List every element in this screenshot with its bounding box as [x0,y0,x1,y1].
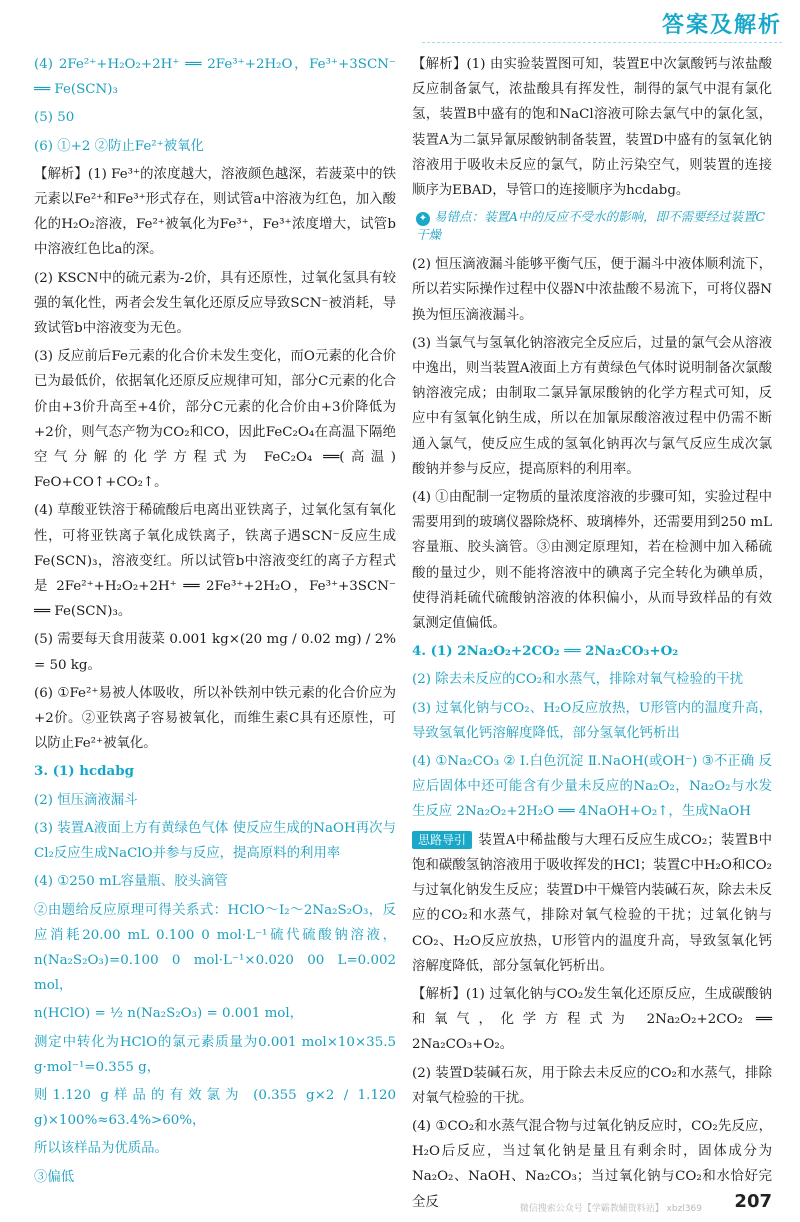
answer-line: (3) 过氧化钠与CO₂、H₂O反应放热，U形管内的温度升高，导致氢氧化钙溶解度降低，部分氢氧化钙析出 [412,700,772,741]
analysis-paragraph: (4) ①由配制一定物质的量浓度溶液的步骤可知，实验过程中需要用到的玻璃仪器除烧杯、玻璃棒外，还需要用到250 mL容量瓶、胶头滴管。③由测定原理知，若在检测中加入稀硫酸的量过少，则不能将溶液中的碘离子完全转化为碘单质，使得消耗硫代硫酸钠溶液的体积偏小，从而导致样品的有效氯测定值偏低。 [412,490,772,632]
answer-line: (2) 恒压滴液漏斗 [34,792,138,808]
answer-line: (4) 2Fe²⁺+H₂O₂+2H⁺ ══ 2Fe³⁺+2H₂O，Fe³⁺+3SCN⁻ ══ Fe(SCN)₃ [34,57,396,98]
analysis-paragraph: (2) KSCN中的硫元素为-2价，具有还原性，过氧化氢具有较强的氧化性，两者会发生氧化还原反应导致SCN⁻被消耗，导致试管b中溶液变为无色。 [34,270,396,337]
analysis-paragraph: (4) 草酸亚铁溶于稀硫酸后电离出亚铁离子，过氧化氢有氧化性，可将亚铁离子氧化成铁离子，铁离子遇SCN⁻反应生成Fe(SCN)₃，溶液变红。所以试管b中溶液变红的离子方程式是 2Fe²⁺+H₂O₂+2H⁺ ══ 2Fe³⁺+2H₂O，Fe³⁺+3SCN⁻ ══ Fe(SCN)₃。 [34,503,396,620]
header-rule [422,42,782,43]
watermark: 微信搜索公众号【学霸教辅资料站】 xbzl369 [519,1204,702,1214]
answer-line: ②由题给反应原理可得关系式：HClO～I₂～2Na₂S₂O₃，反应消耗20.00 mL 0.100 0 mol·L⁻¹硫代硫酸钠溶液，n(Na₂S₂O₃)=0.100 0 mol·L⁻¹×0.020 00 L=0.002 mol， [34,902,396,994]
lightbulb-icon: ✦ [416,212,430,226]
section-title: 答案及解析 [661,13,782,38]
analysis-paragraph: (3) 当氯气与氢氧化钠溶液完全反应后，过量的氯气会从溶液中逸出，则当装置A液面上方有黄绿色气体时说明制备次氯酸钠溶液完成；由制取二氯异氰尿酸钠的化学方程式可知，反应中有氢氧化钠生成，所以在加氰尿酸溶液过程中仍需不断通入氯气，使反应生成的氢氧化钠再次与氯气反应生成次氯酸钠并参与反应，提高原料的利用率。 [412,335,772,477]
answer-line: n(HClO) = ½ n(Na₂S₂O₃) = 0.001 mol， [34,1006,304,1022]
analysis-paragraph: (2) 恒压滴液漏斗能够平衡气压，便于漏斗中液体顺利流下，所以若实际操作过程中仪器N中浓盐酸不易流下，可将仪器N换为恒压滴液漏斗。 [412,257,772,323]
guide-paragraph [412,828,772,979]
answer-line: (4) ①250 mL容量瓶、胶头滴管 [34,874,228,890]
answer-line: 测定中转化为HClO的氯元素质量为0.001 mol×10×35.5 g·mol⁻¹=0.355 g， [34,1034,396,1075]
answer-line: (3) 装置A液面上方有黄绿色气体 使反应生成的NaOH再次与Cl₂反应生成NaClO并参与反应，提高原料的利用率 [34,820,396,862]
answer-line: 则1.120 g样品的有效氯为 (0.355 g×2 / 1.120 g)×100%≈63.4%>60%， [34,1087,396,1129]
analysis-paragraph: 【解析】(1) 由实验装置图可知，装置E中次氯酸钙与浓盐酸反应制备氯气，浓盐酸具有挥发性，制得的氯气中混有氯化氢，装置B中盛有的饱和NaCl溶液可除去氯气中的氯化氢，装置A为二氯异氰尿酸钠制备装置，装置D中盛有的氢氧化钠溶液用于吸收未反应的氯气，防止污染空气，则装置的连接顺序为EBAD，导管口的连接顺序为hcdabg。 [412,57,772,199]
page-footer [519,1191,772,1214]
guide-text: 装置A中稀盐酸与大理石反应生成CO₂；装置B中饱和碳酸氢钠溶液用于吸收挥发的HCl；装置C中H₂O和CO₂与过氧化钠发生反应；装置D中干燥管内装碱石灰，除去未反应的CO₂和水蒸气，排除对氧气检验的干扰；过氧化钠与CO₂、H₂O反应放热，U形管内的温度升高，导致氢氧化钙溶解度降低，部分氢氧化钙析出。 [412,832,772,974]
analysis-paragraph: (4) ①CO₂和水蒸气混合物与过氧化钠反应时，CO₂先反应，H₂O后反应，当过氧化钠是量且有剩余时，固体成分为Na₂O₂、NaOH、Na₂CO₃；当过氧化钠与CO₂和水恰好完全反 [412,1118,772,1210]
error-tip-text: 易错点：装置A中的反应不受水的影响，即不需要经过装置C干燥 [416,209,766,243]
question-answer-header: 4. (1) 2Na₂O₂+2CO₂ ══ 2Na₂CO₃+O₂ [412,643,679,660]
analysis-paragraph: (3) 反应前后Fe元素的化合价未发生变化，而O元素的化合价已为最低价，依据氧化还原反应规律可知，部分C元素的化合价由+3价升高至+4价，部分C元素的化合价由+3价降低为+2价，则气态产物为CO₂和CO，因此FeC₂O₄在高温下隔绝空气分解的化学方程式为 FeC₂O₄ ══(高温) FeO+CO↑+CO₂↑。 [34,349,396,491]
page-number: 207 [734,1191,772,1212]
answer-line: (5) 50 [34,110,75,126]
page-header [422,4,782,48]
analysis-paragraph: 【解析】(1) Fe³⁺的浓度越大，溶液颜色越深，若菠菜中的铁元素以Fe²⁺和Fe³⁺形式存在，则试管a中溶液为红色，加入酸化的H₂O₂溶液，Fe²⁺被氧化为Fe³⁺，Fe³⁺浓度增大，试管b中溶液红色比a的深。 [34,166,396,258]
answer-line: (4) ①Na₂CO₃ ② Ⅰ.白色沉淀 Ⅱ.NaOH(或OH⁻) ③不正确 反应后固体中还可能含有少量未反应的Na₂O₂，Na₂O₂与水发生反应 2Na₂O₂+2H₂O ══ 4NaOH+O₂↑，生成NaOH [412,754,772,820]
analysis-paragraph: (6) ①Fe²⁺易被人体吸收，所以补铁剂中铁元素的化合价应为+2价。②亚铁离子容易被氧化，而维生素C具有还原性，可以防止Fe²⁺被氧化。 [34,685,396,752]
analysis-paragraph: 【解析】(1) 过氧化钠与CO₂发生氧化还原反应，生成碳酸钠和氧气，化学方程式为 2Na₂O₂+2CO₂ ══ 2Na₂CO₃+O₂。 [412,986,772,1053]
analysis-paragraph: (5) 需要每天食用菠菜 0.001 kg×(20 mg / 0.02 mg) / 2% = 50 kg。 [34,632,396,673]
analysis-paragraph: (2) 装置D装碱石灰，用于除去未反应的CO₂和水蒸气，排除对氧气检验的干扰。 [412,1065,772,1106]
guide-badge: 思路导引 [412,831,472,849]
left-column [34,52,396,1193]
right-column [412,52,772,1218]
answer-line: 所以该样品为优质品。 [34,1141,168,1157]
answer-line: (6) ①+2 ②防止Fe²⁺被氧化 [34,138,204,154]
answer-line: (2) 除去未反应的CO₂和水蒸气，排除对氧气检验的干扰 [412,672,744,688]
error-tip-box [412,206,772,246]
answer-line: ③偏低 [34,1169,75,1185]
question-answer-header: 3. (1) hcdabg [34,763,134,780]
